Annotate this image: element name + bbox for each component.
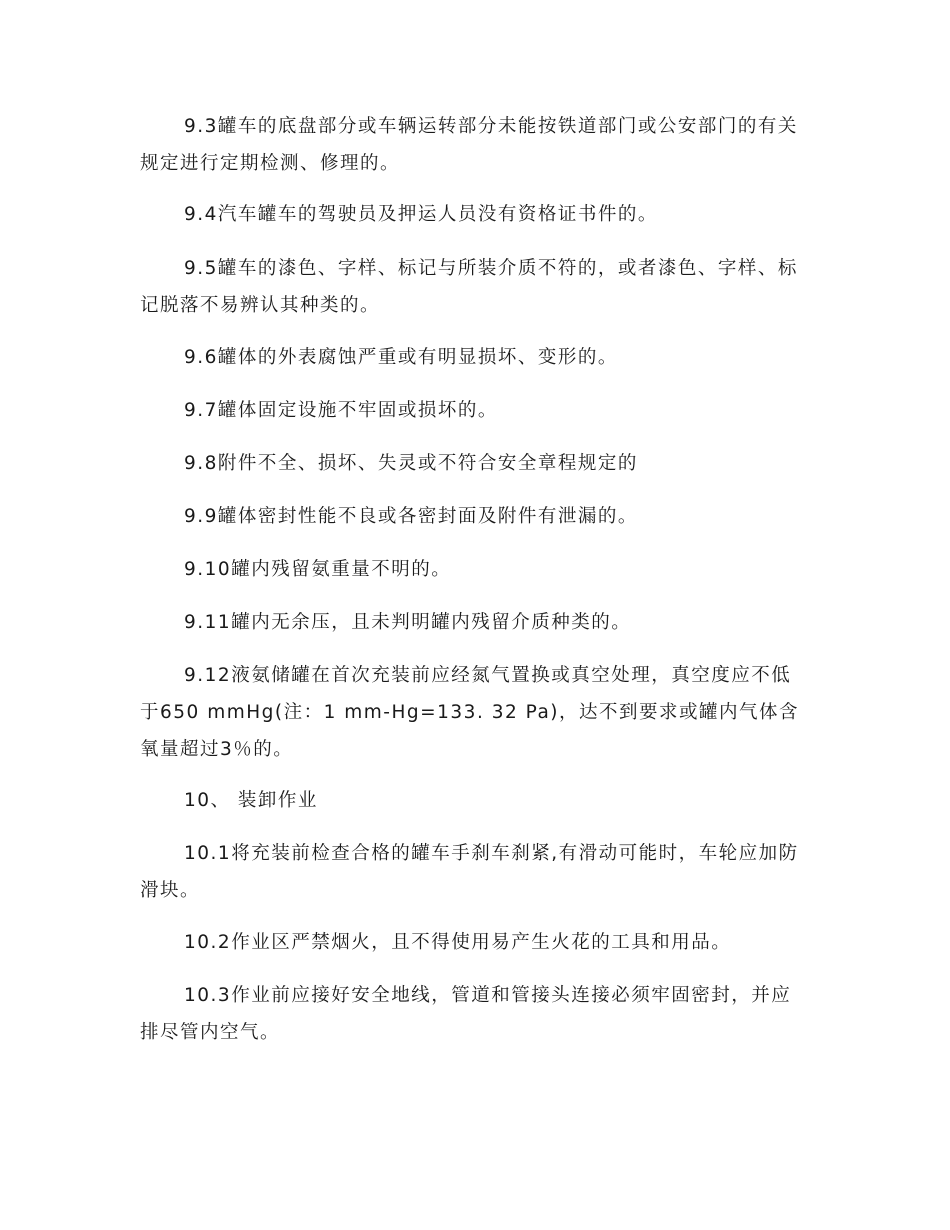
paragraph-9-10: 9.10罐内残留氨重量不明的。	[184, 559, 452, 580]
paragraph-9-11: 9.11罐内无余压，且未判明罐内残留介质种类的。	[184, 612, 632, 633]
paragraph-9-8: 9.8附件不全、损坏、失灵或不符合安全章程规定的	[184, 453, 638, 474]
paragraph-9-6: 9.6罐体的外表腐蚀严重或有明显损坏、变形的。	[184, 347, 618, 368]
paragraph-9-7: 9.7罐体固定设施不牢固或损坏的。	[184, 400, 498, 421]
paragraph-10-3: 10.3作业前应接好安全地线，管道和管接头连接必须牢固密封，并应排尽管内空气。	[140, 985, 792, 1043]
paragraph-10-1: 10.1将充装前检查合格的罐车手刹车刹紧,有滑动可能时，车轮应加防滑块。	[140, 843, 799, 901]
paragraph-9-5: 9.5罐车的漆色、字样、标记与所装介质不符的，或者漆色、字样、标记脱落不易辨认其种类的。	[140, 258, 798, 316]
paragraph-10-2: 10.2作业区严禁烟火，且不得使用易产生火花的工具和用品。	[184, 932, 732, 953]
paragraph-9-9: 9.9罐体密封性能不良或各密封面及附件有泄漏的。	[184, 506, 638, 527]
section-heading-10: 10、 装卸作业	[184, 790, 318, 811]
paragraph-9-12: 9.12液氨储罐在首次充装前应经氮气置换或真空处理，真空度应不低于650 mmHg(注：1 mm-Hg=133. 32 Pa)，达不到要求或罐内气体含氧量超过3％的。	[140, 665, 800, 760]
paragraph-9-4: 9.4汽车罐车的驾驶员及押运人员没有资格证书件的。	[184, 204, 658, 225]
paragraph-9-3: 9.3罐车的底盘部分或车辆运转部分未能按铁道部门或公安部门的有关规定进行定期检测、修理的。	[140, 116, 798, 174]
